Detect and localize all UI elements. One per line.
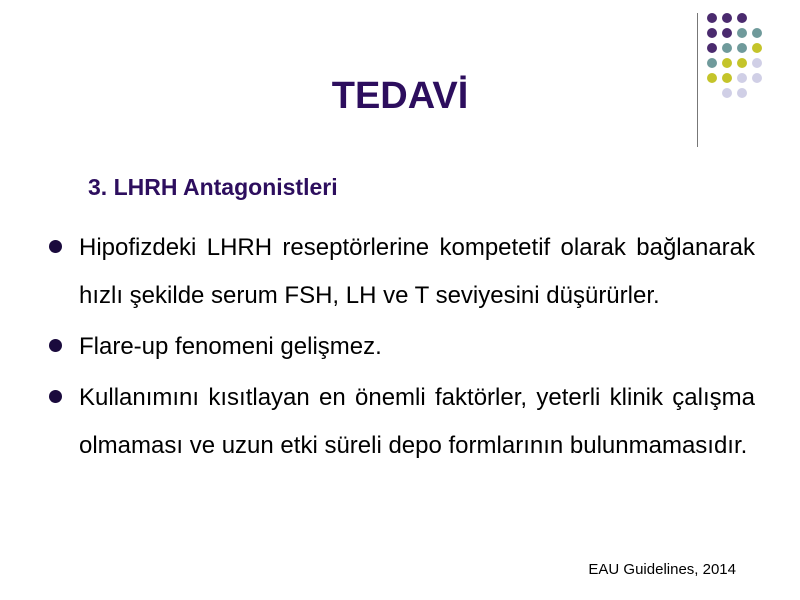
bullet-point-icon [49,240,62,253]
slide-subtitle: 3. LHRH Antagonistleri [88,174,338,200]
bullet-point-icon [49,339,62,352]
decorative-dot [737,28,747,38]
bullet-text: Kullanımını kısıtlayan en önemli faktörler, yeterli klinik çalışma olmaması ve uzun etki süreli depo formlarının bulunmamasıdır. [79,384,755,459]
bullet-list [45,224,755,470]
decorative-dot [707,43,717,53]
decorative-dot [752,43,762,53]
decorative-dot [722,43,732,53]
citation: EAU Guidelines, 2014 [588,561,736,578]
decorative-dot [737,58,747,68]
decorative-dot [752,58,762,68]
decorative-dot [707,58,717,68]
slide-title: TEDAVİ [331,75,469,117]
bullet-item [45,374,755,470]
decorative-dot [722,13,732,23]
decorative-dot [707,13,717,23]
decorative-dot [722,28,732,38]
bullet-text: Hipofizdeki LHRH reseptörlerine kompetetif olarak bağlanarak hızlı şekilde serum FSH, LH ve T seviyesini düşürürler. [79,234,755,309]
decorative-dot [737,43,747,53]
decorative-dot [737,13,747,23]
decorative-dot [722,58,732,68]
bullet-item [45,224,755,320]
bullet-text: Flare-up fenomeni gelişmez. [79,333,382,360]
decorative-dot [707,28,717,38]
bullet-point-icon [49,390,62,403]
bullet-item [45,323,755,371]
decorative-dot [752,28,762,38]
